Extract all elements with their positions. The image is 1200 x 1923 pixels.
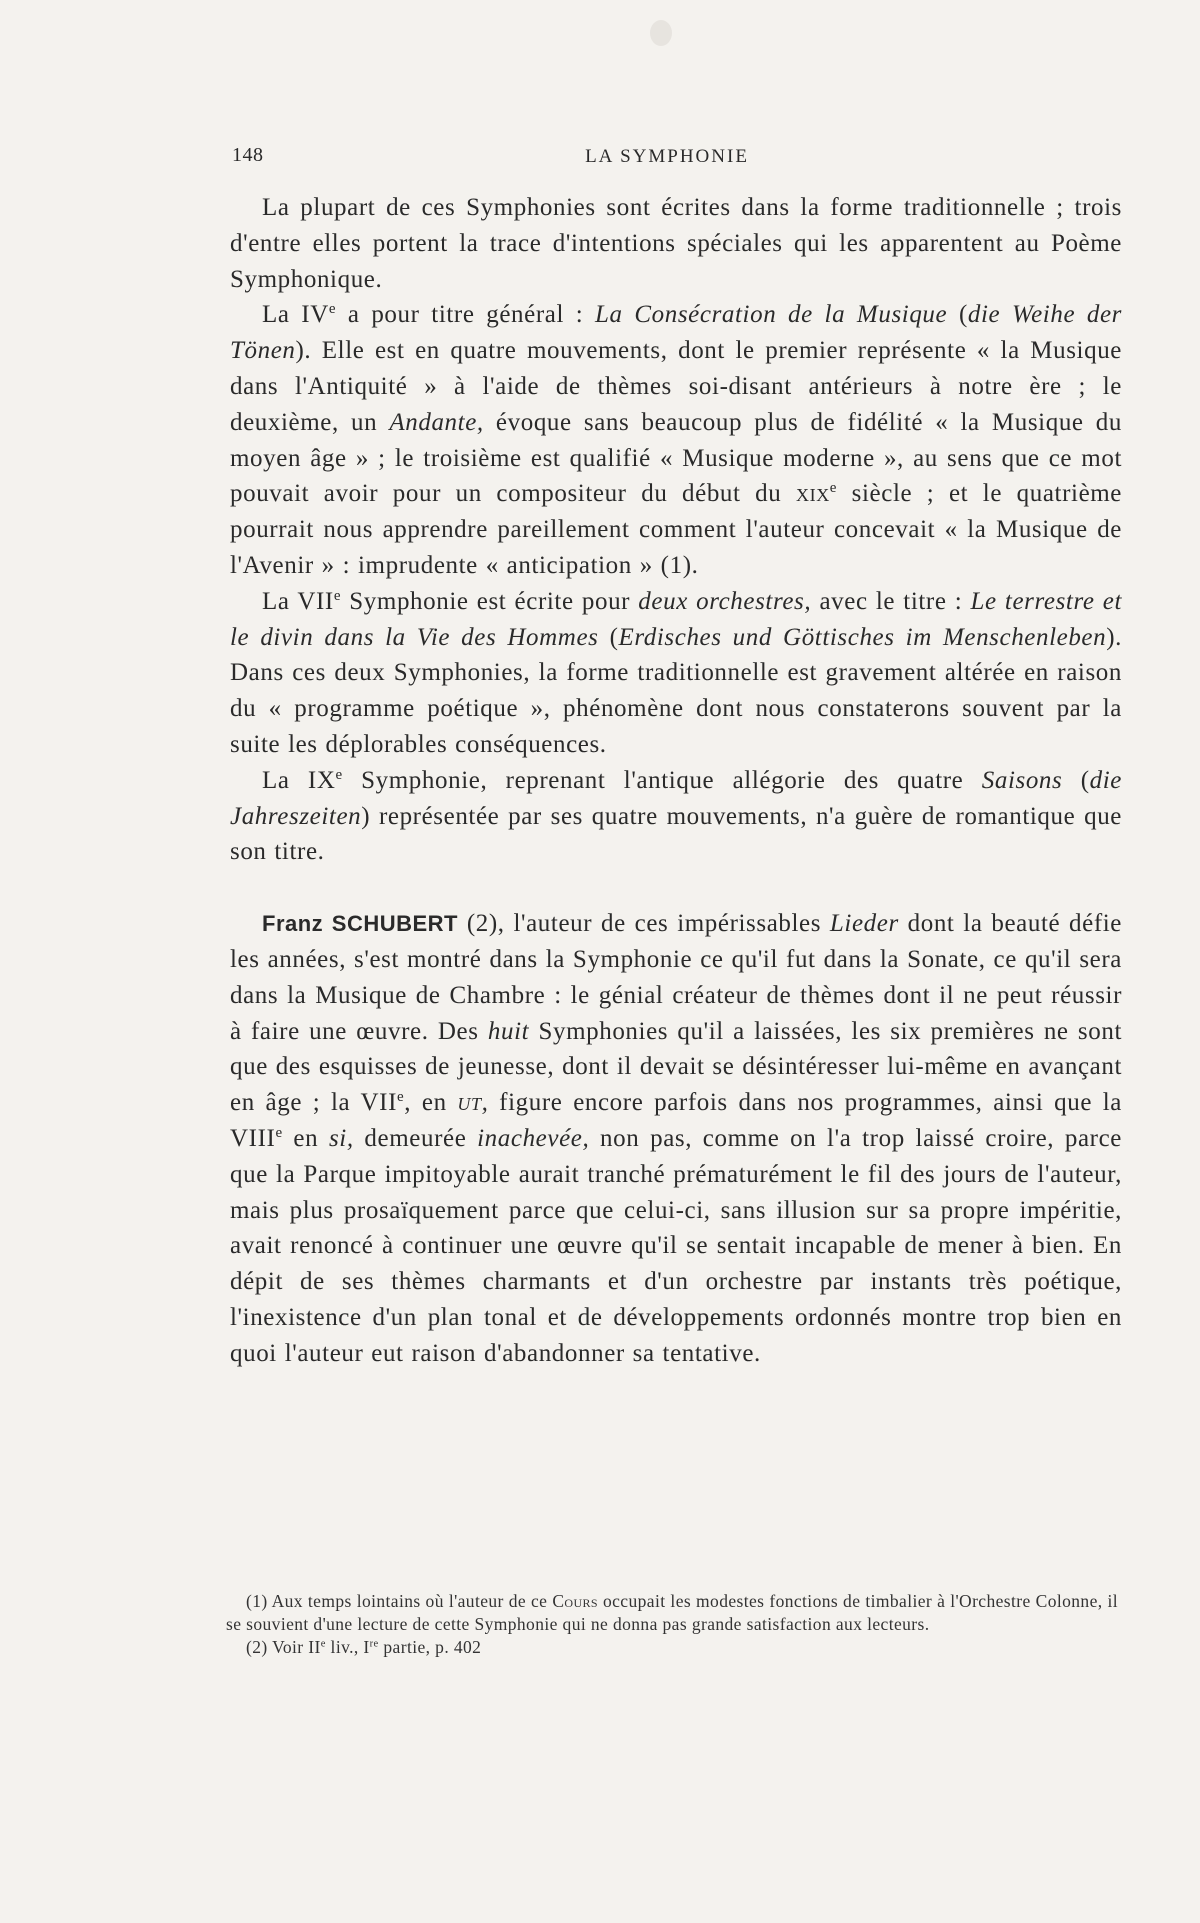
italic-term: huit <box>487 1017 530 1045</box>
text-span: liv., I <box>325 1637 370 1657</box>
superscript: e <box>320 1638 326 1650</box>
body-text <box>230 190 1122 1372</box>
text-span: La IX <box>262 766 336 794</box>
text-span: demeurée <box>353 1124 478 1152</box>
paragraph-3 <box>230 584 1122 763</box>
paper-stain <box>650 20 672 46</box>
paragraph-5 <box>230 906 1122 1371</box>
text-span: avec le titre : <box>811 587 971 615</box>
text-span: , en <box>404 1089 458 1117</box>
text-span: ). Elle est en quatre mouvements, dont le premier représente « la Musique dans l'Antiquité » à l'aide de thèmes soi-disant antérieurs à notre ère ; le deuxième, un <box>230 337 1122 436</box>
key-name: ut, <box>457 1089 489 1117</box>
work-title-german: die Jahreszeiten <box>230 766 1122 830</box>
text-span: en <box>282 1124 329 1152</box>
superscript: e <box>275 1124 283 1141</box>
text-span: ). Dans ces deux Symphonies, la forme traditionnelle est gravement altérée en raison du « programme poétique », phénomène dont nous constaterons souvent par la suite les déplorables conséquences. <box>230 623 1123 758</box>
footnote-1 <box>226 1590 1118 1636</box>
footnotes <box>226 1590 1118 1659</box>
text-span: figure encore parfois dans nos programmes, ainsi que la VIII <box>230 1089 1122 1152</box>
page-header <box>232 144 1122 174</box>
paragraph-1: La plupart de ces Symphonies sont écrites dans la forme traditionnelle ; trois d'entre elles portent la trace d'intentions spéciales qui les apparentent au Poème Symphonique. <box>230 194 1122 293</box>
text-span: partie, p. 402 <box>378 1637 482 1657</box>
superscript: e <box>397 1089 405 1106</box>
section-gap <box>230 870 1122 906</box>
century-numeral: xix <box>796 480 830 508</box>
text-span: (2) Voir II <box>246 1637 321 1657</box>
italic-term: inachevée, <box>477 1124 590 1152</box>
work-title: La Consécration de la Musique <box>595 301 948 329</box>
text-span: ) représentée par ses quatre mouvements, n'a guère de romantique que son titre. <box>230 802 1122 866</box>
work-title-german: die Weihe der Tönen <box>230 301 1123 365</box>
superscript: e <box>328 301 337 318</box>
text-span: ( <box>947 301 968 329</box>
text-span: ( <box>598 623 619 651</box>
superscript: e <box>829 480 838 497</box>
text-span: ( <box>1062 766 1090 794</box>
work-title: Le terrestre et le divin dans la Vie des Hommes <box>230 587 1122 651</box>
running-head: LA SYMPHONIE <box>585 146 749 167</box>
text-span: Symphonie, reprenant l'antique allégorie des quatre <box>342 766 982 794</box>
text-span: (1) Aux temps lointains où l'auteur de ce <box>246 1591 553 1611</box>
italic-term: Lieder <box>829 910 899 938</box>
text-span: Symphonies qu'il a laissées, les six premières ne sont que des esquisses de jeunesse, dont il devait se désintéresser lui-même en avançant en âge ; la VII <box>230 1017 1122 1117</box>
text-span: évoque sans beaucoup plus de fidélité « la Musique du moyen âge » ; le troisième est qualifié « Musique moderne », au sens que ce mot pouvait avoir pour un compositeur du début du <box>230 408 1122 508</box>
page-number: 148 <box>232 144 264 166</box>
small-caps-term: Cours <box>552 1591 599 1611</box>
superscript: e <box>335 766 343 783</box>
text-span: occupait les modestes fonctions de timbalier à l'Orchestre Colonne, il se souvient d'une lecture de cette Symphonie qui ne donna pas grande satisfaction aux lecteurs. <box>226 1591 1119 1634</box>
text-span: La IV <box>262 301 329 329</box>
paragraph-2 <box>230 297 1122 583</box>
superscript: re <box>369 1638 379 1650</box>
text-span: dont la beauté défie les années, s'est montré dans la Symphonie ce qu'il fut dans la Sonate, ce qu'il sera dans la Musique de Chambre : le génial créateur de thèmes dont il ne peut réussir à faire une œuvre. Des <box>230 910 1122 1045</box>
work-title-german: Erdisches und Göttisches im Menschenleben <box>618 623 1107 651</box>
text-span: siècle ; et le quatrième pourrait nous apprendre pareillement comment l'auteur concevait « la Musique de l'Avenir » : imprudente « anticipation » (1). <box>230 480 1123 579</box>
text-span: a pour titre général : <box>336 301 596 329</box>
key-name: si, <box>328 1124 354 1152</box>
footnote-2 <box>226 1636 1118 1659</box>
italic-phrase: deux orchestres, <box>638 587 812 615</box>
text-span: non pas, comme on l'a trop laissé croire, parce que la Parque impitoyable aurait tranché prématurément le fil des jours de l'auteur, mais plus prosaïquement parce que celui-ci, sans illusion sur sa propre impéritie, avait renoncé à continuer une œuvre qu'il se sentait incapable de mener à bien. En dépit de ses thèmes charmants et d'un orchestre par instants très poétique, l'inexistence d'un plan tonal et de développements ordonnés montre trop bien en quoi l'auteur eut raison d'abandonner sa tentative. <box>230 1124 1122 1367</box>
tempo-term: Andante, <box>389 408 484 436</box>
text-span: La VII <box>262 587 334 615</box>
composer-name: Franz SCHUBERT <box>262 911 458 937</box>
superscript: e <box>333 587 342 604</box>
work-title: Saisons <box>981 766 1063 794</box>
paragraph-4 <box>230 763 1122 870</box>
text-span: Symphonie est écrite pour <box>341 587 639 615</box>
text-span: (2), l'auteur de ces impérissables <box>458 910 830 938</box>
